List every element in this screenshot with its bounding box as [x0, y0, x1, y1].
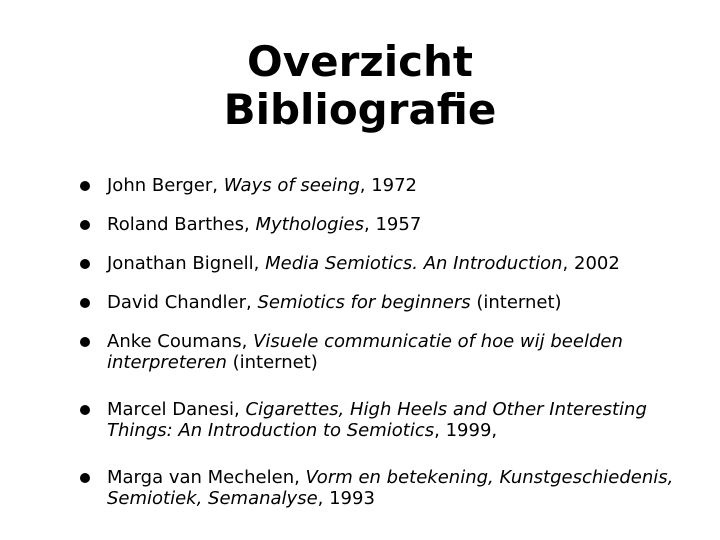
work-title: Vorm en betekening, Kunstgeschiedenis, Semiotiek, Semanalyse [107, 467, 674, 509]
page-title-line-1: Overzicht [247, 37, 473, 87]
author: David Chandler, [107, 292, 258, 313]
work-title: Media Semiotics. An Introduction [265, 253, 563, 274]
bibliography-list [80, 175, 700, 527]
work-title: Mythologies [255, 214, 365, 235]
source-note: (internet) [470, 292, 562, 313]
bullet-icon [80, 337, 90, 347]
work-title: Semiotics for beginners [257, 292, 471, 313]
bibliography-item-bignell [80, 253, 700, 274]
author: Anke Coumans, [107, 331, 254, 352]
bibliography-item-danesi [80, 399, 700, 441]
source-note: (internet) [226, 352, 318, 373]
year: , 1999, [434, 420, 498, 441]
page-title-line-2: Bibliografie [223, 85, 497, 135]
bibliography-item-berger [80, 175, 700, 196]
bullet-icon [80, 259, 90, 269]
author: Jonathan Bignell, [107, 253, 266, 274]
year: , 1972 [359, 175, 418, 196]
bibliography-item-coumans [80, 331, 700, 373]
year: , 1957 [364, 214, 422, 235]
page-title [0, 38, 720, 134]
year: , 1993 [317, 488, 375, 509]
work-title: Visuele communicatie of hoe wij beelden interpreteren [107, 331, 623, 373]
year: , 2002 [562, 253, 620, 274]
bullet-icon [80, 473, 90, 483]
author: Roland Barthes, [107, 214, 256, 235]
author: John Berger, [107, 175, 224, 196]
bibliography-item-van-mechelen [80, 467, 700, 509]
bibliography-item-chandler [80, 292, 700, 313]
bullet-icon [80, 405, 90, 415]
author: Marga van Mechelen, [107, 467, 306, 488]
bullet-icon [80, 181, 90, 191]
work-title: Ways of seeing [223, 175, 360, 196]
author: Marcel Danesi, [107, 399, 246, 420]
work-title: Cigarettes, High Heels and Other Interesting Things: An Introduction to Semiotics [107, 399, 647, 441]
bullet-icon [80, 298, 90, 308]
bullet-icon [80, 220, 90, 230]
bibliography-item-barthes [80, 214, 700, 235]
